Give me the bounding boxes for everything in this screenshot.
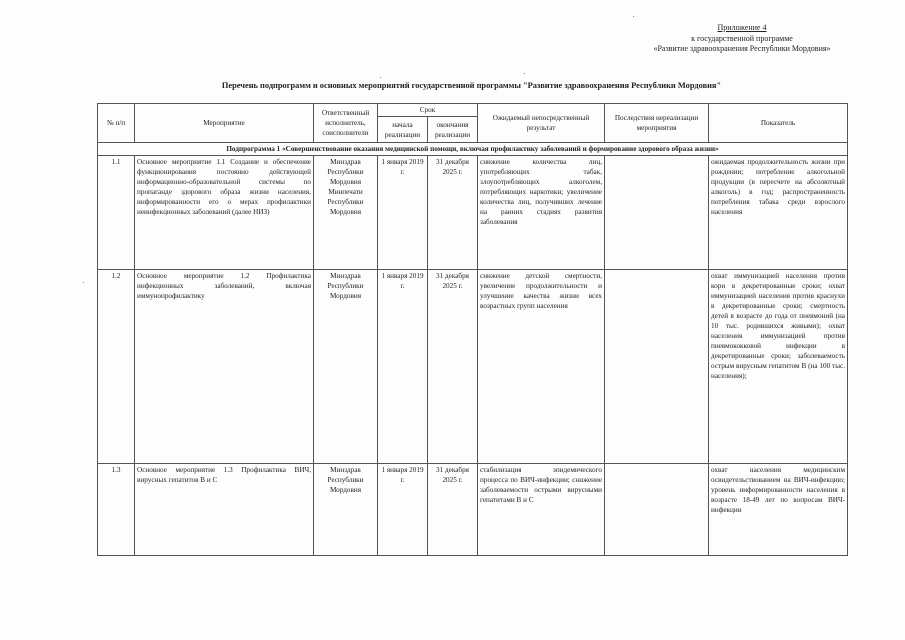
row-responsible: Минздрав Республики Мордовия Минпечати Республики Мордовия — [314, 156, 378, 270]
appendix-block — [637, 23, 847, 55]
row-num: 1.3 — [98, 464, 135, 556]
row-event: Основное мероприятие 1.2 Профилактика инфекционных заболеваний, включая иммунопрофилактику — [135, 270, 314, 464]
row-num: 1.2 — [98, 270, 135, 464]
header-indicator: Показатель — [709, 104, 848, 143]
header-term: Срок — [378, 104, 478, 117]
table-row — [98, 156, 848, 270]
scan-speck — [633, 16, 634, 17]
scan-speck — [380, 77, 381, 78]
events-table — [97, 103, 848, 556]
header-end: окончания реализации — [428, 117, 478, 143]
row-result: снижение детской смертности, увеличение продолжительности и улучшение качества жизни всех возрастных групп населения — [478, 270, 605, 464]
row-event: Основное мероприятие 1.3 Профилактика ВИЧ, вирусных гепатитов В и С — [135, 464, 314, 556]
row-consequences — [605, 156, 709, 270]
row-result: снижение количества лиц, употребляющих табак, злоупотребляющих алкоголем, потребляющих наркотики; увеличение количества лиц, получивших лечение на ранних стадиях развития заболевания — [478, 156, 605, 270]
subprogram-title: Подпрограмма 1 «Совершенствование оказания медицинской помощи, включая профилактику заболеваний и формирование здорового образа жизни» — [98, 143, 848, 156]
header-num: № п/п — [98, 104, 135, 143]
row-consequences — [605, 270, 709, 464]
appendix-line-2: к государственной программе — [691, 33, 793, 43]
scan-speck — [83, 282, 84, 283]
row-responsible: Минздрав Республики Мордовия — [314, 270, 378, 464]
row-indicator: охват иммунизацией населения против кори в декретированные сроки; охват иммунизацией населения против краснухи в декретированные сроки; смертность детей в возрасте до года от пневмоний (на 10 тыс. родившихся живыми); охват населения иммунизацией против пневмококковой инфекции в декретированные сроки; заболеваемость острым вирусным гепатитом В (на 100 тыс. населения); — [709, 270, 848, 464]
row-indicator: охват населения медицинским освидетельствованием на ВИЧ-инфекцию; уровень информированности населения в возрасте 18-49 лет по вопросам ВИЧ-инфекции — [709, 464, 848, 556]
row-end: 31 декабря 2025 г. — [428, 464, 478, 556]
appendix-title: Приложение 4 — [717, 23, 767, 32]
row-indicator: ожидаемая продолжительность жизни при рождении; потребление алкогольной продукции (в пересчете на абсолютный алкоголь) в год; распространенность потребления табака среди взрослого населения — [709, 156, 848, 270]
header-event: Мероприятие — [135, 104, 314, 143]
table-row — [98, 464, 848, 556]
scan-speck — [524, 73, 525, 74]
subprogram-row — [98, 143, 848, 156]
row-event: Основное мероприятие 1.1 Создание и обеспечение функционирования постоянно действующей информационно-образовательной системы по пропаганде здорового образа жизни населения, информированности его о мерах профилактики неинфекционных заболеваний (далее НИЗ) — [135, 156, 314, 270]
header-result: Ожидаемый непосредственный результат — [478, 104, 605, 143]
header-responsible: Ответственный исполнитель, соисполнители — [314, 104, 378, 143]
header-start: начала реализации — [378, 117, 428, 143]
row-consequences — [605, 464, 709, 556]
row-result: стабилизация эпидемического процесса по ВИЧ-инфекции; снижение заболеваемости острыми вирусными гепатитами В и С — [478, 464, 605, 556]
appendix-line-3: «Развитие здравоохранения Республики Мордовия» — [653, 44, 831, 53]
row-end: 31 декабря 2025 г. — [428, 156, 478, 270]
table-row — [98, 270, 848, 464]
row-start: 1 января 2019 г. — [378, 156, 428, 270]
row-end: 31 декабря 2025 г. — [428, 270, 478, 464]
document-title: Перечень подпрограмм и основных мероприятий государственной программы "Развитие здравоохранения Республики Мордовия" — [221, 81, 722, 90]
row-start: 1 января 2019 г. — [378, 270, 428, 464]
row-num: 1.1 — [98, 156, 135, 270]
row-start: 1 января 2019 г. — [378, 464, 428, 556]
row-responsible: Минздрав Республики Мордовия — [314, 464, 378, 556]
header-consequences: Последствия нереализации мероприятия — [605, 104, 709, 143]
